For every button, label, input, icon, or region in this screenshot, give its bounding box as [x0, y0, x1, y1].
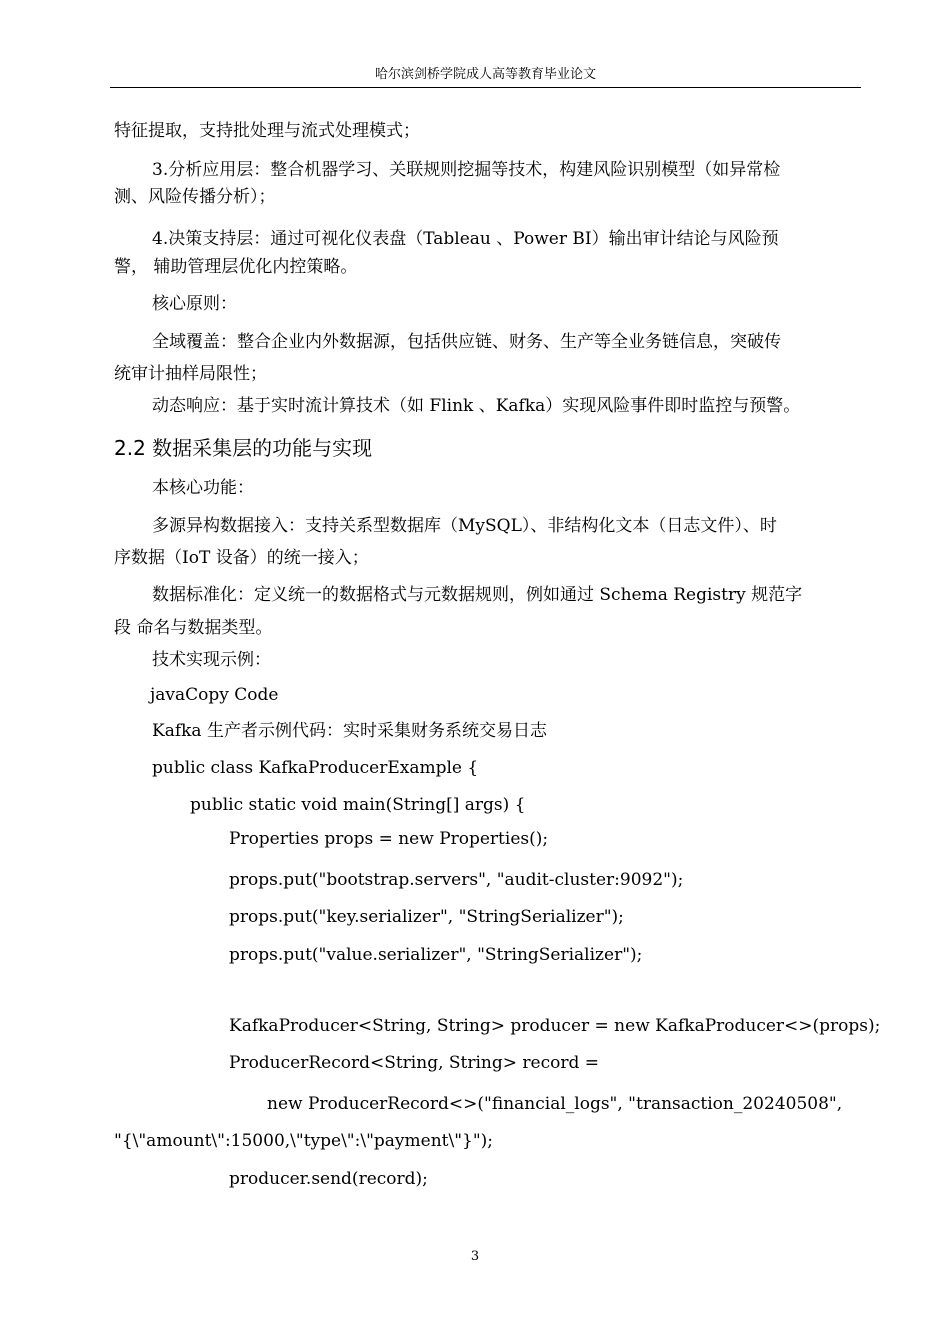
- body-line: 警， 辅助管理层优化内控策略。: [114, 257, 358, 277]
- code-line: KafkaProducer<String, String> producer = new KafkaProducer<>(props);: [229, 1016, 881, 1036]
- body-line: 序数据（IoT 设备）的统一接入；: [114, 548, 369, 568]
- body-line: 3.分析应用层：整合机器学习、关联规则挖掘等技术，构建风险识别模型（如异常检: [152, 160, 781, 180]
- body-line: 动态响应：基于实时流计算技术（如 Flink 、Kafka）实现风险事件即时监控与预警。: [152, 396, 801, 416]
- running-header: 哈尔滨剑桥学院成人高等教育毕业论文: [374, 67, 596, 82]
- code-caption: Kafka 生产者示例代码：实时采集财务系统交易日志: [152, 721, 547, 741]
- code-line: props.put("key.serializer", "StringSerializer");: [229, 907, 624, 927]
- body-line: 全域覆盖：整合企业内外数据源，包括供应链、财务、生产等全业务链信息，突破传: [152, 332, 781, 352]
- page-number: 3: [470, 1249, 480, 1264]
- code-line: public class KafkaProducerExample {: [152, 758, 479, 778]
- code-line: Properties props = new Properties();: [229, 829, 549, 849]
- body-line: 统审计抽样局限性；: [114, 364, 267, 384]
- code-line: public static void main(String[] args) {: [190, 795, 526, 815]
- code-line: producer.send(record);: [229, 1169, 428, 1189]
- body-line: 4.决策支持层：通过可视化仪表盘（Tableau 、Power BI）输出审计结论与风险预: [152, 229, 779, 249]
- body-line: 技术实现示例：: [152, 650, 271, 670]
- body-line: 段 命名与数据类型。: [114, 618, 273, 638]
- code-language-label: javaCopy Code: [150, 685, 279, 705]
- code-line: props.put("bootstrap.servers", "audit-cluster:9092");: [229, 870, 684, 890]
- body-line: 数据标准化：定义统一的数据格式与元数据规则，例如通过 Schema Registry 规范字: [152, 585, 803, 605]
- body-line: 测、风险传播分析）；: [114, 187, 276, 207]
- code-line: ProducerRecord<String, String> record =: [229, 1053, 600, 1073]
- code-line: new ProducerRecord<>("financial_logs", "transaction_20240508",: [267, 1094, 843, 1114]
- body-line: 本核心功能：: [152, 478, 254, 498]
- body-line: 特征提取，支持批处理与流式处理模式；: [114, 121, 420, 141]
- body-line: 多源异构数据接入：支持关系型数据库（MySQL）、非结构化文本（日志文件）、时: [152, 516, 777, 536]
- section-heading: 2.2 数据采集层的功能与实现: [114, 436, 373, 460]
- code-line: "{\"amount\":15000,\"type\":\"payment\"}");: [114, 1131, 494, 1151]
- code-line: props.put("value.serializer", "StringSerializer");: [229, 945, 643, 965]
- header-rule: [110, 87, 861, 88]
- body-line: 核心原则：: [152, 294, 237, 314]
